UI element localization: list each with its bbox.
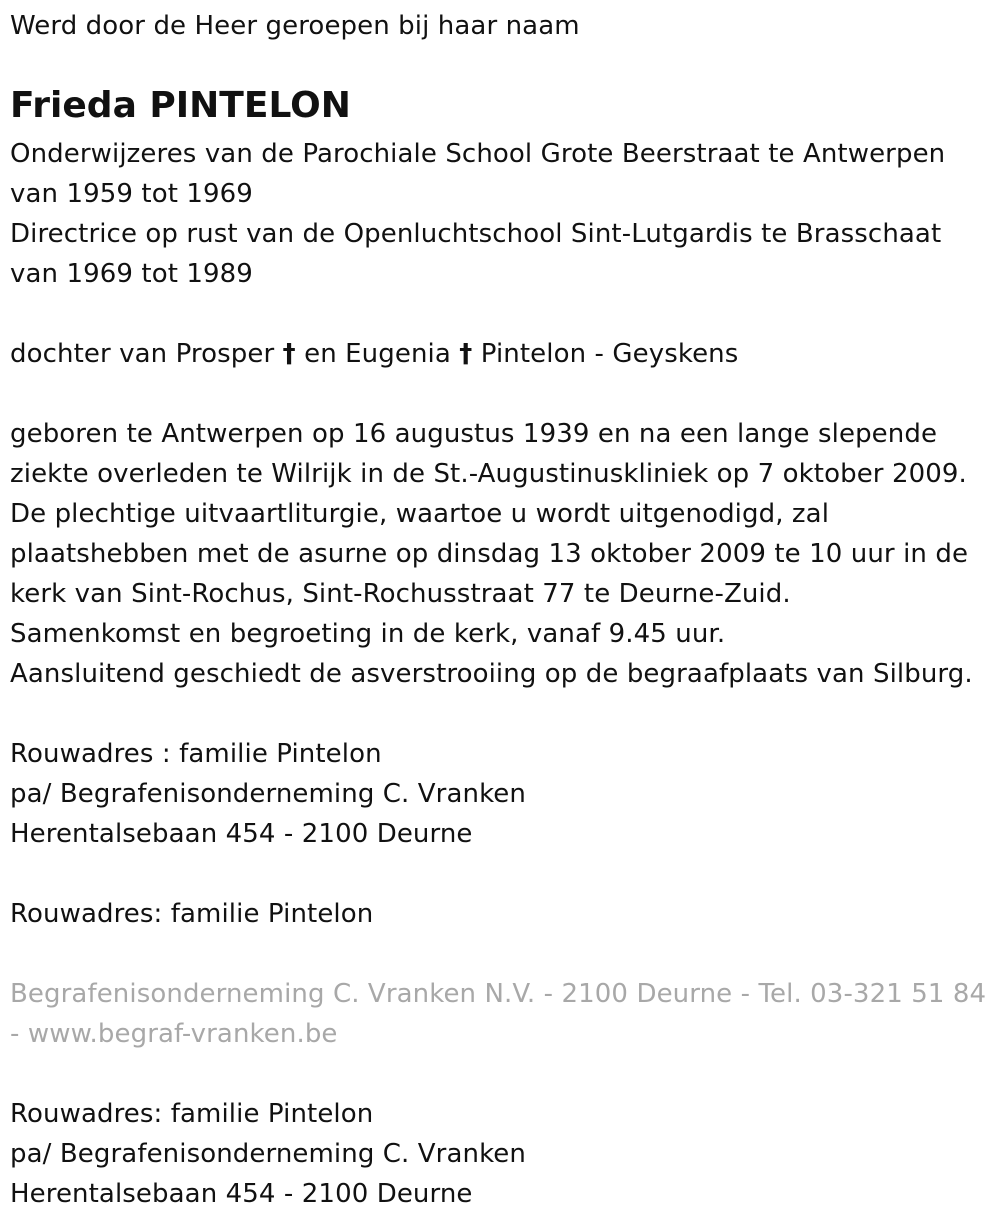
- funeral-line: Samenkomst en begroeting in de kerk, vanaf 9.45 uur.: [10, 619, 726, 649]
- funeral-line: plaatshebben met de asurne op dinsdag 13 oktober 2009 te 10 uur in de: [10, 539, 969, 569]
- funeral-line: geboren te Antwerpen op 16 augustus 1939 en na een lange slepende: [10, 419, 938, 449]
- funeral-line: Aansluitend geschiedt de asverstrooiing op de begraafplaats van Silburg.: [10, 659, 973, 689]
- mourning-address-block: [10, 734, 526, 854]
- career-block: [10, 134, 945, 294]
- mourning-address-block-repeat: [10, 1094, 526, 1214]
- address-line: pa/ Begrafenisonderneming C. Vranken: [10, 1139, 526, 1169]
- career-line: Directrice op rust van de Openluchtschool Sint-Lutgardis te Brasschaat: [10, 219, 942, 249]
- address-line: Rouwadres: familie Pintelon: [10, 1099, 374, 1129]
- address-line: pa/ Begrafenisonderneming C. Vranken: [10, 779, 526, 809]
- address-line: Rouwadres : familie Pintelon: [10, 739, 382, 769]
- deceased-name: Frieda PINTELON: [10, 85, 351, 126]
- footer-line: - www.begraf-vranken.be: [10, 1019, 338, 1049]
- funeral-line: De plechtige uitvaartliturgie, waartoe u wordt uitgenodigd, zal: [10, 499, 830, 529]
- funeral-home-footer: [10, 974, 986, 1054]
- cross-icon: †: [282, 339, 296, 369]
- cross-icon: †: [459, 339, 473, 369]
- funeral-block: [10, 414, 973, 694]
- parents-suffix: Pintelon - Geyskens: [472, 339, 739, 369]
- funeral-line: ziekte overleden te Wilrijk in de St.-Augustinuskliniek op 7 oktober 2009.: [10, 459, 967, 489]
- career-line: van 1969 tot 1989: [10, 259, 253, 289]
- parents-prefix: dochter van Prosper: [10, 339, 283, 369]
- career-line: Onderwijzeres van de Parochiale School Grote Beerstraat te Antwerpen: [10, 139, 946, 169]
- funeral-line: kerk van Sint-Rochus, Sint-Rochusstraat 77 te Deurne-Zuid.: [10, 579, 791, 609]
- address-line: Herentalsebaan 454 - 2100 Deurne: [10, 1179, 473, 1209]
- mourning-address-short: [10, 894, 373, 934]
- intro-text: Werd door de Heer geroepen bij haar naam: [10, 11, 580, 41]
- career-line: van 1959 tot 1969: [10, 179, 253, 209]
- parents-line: [10, 334, 738, 374]
- parents-middle: en Eugenia: [295, 339, 460, 369]
- footer-line: Begrafenisonderneming C. Vranken N.V. - 2100 Deurne - Tel. 03-321 51 84: [10, 979, 987, 1009]
- address-line: Rouwadres: familie Pintelon: [10, 899, 374, 929]
- address-line: Herentalsebaan 454 - 2100 Deurne: [10, 819, 473, 849]
- parents-block: [10, 334, 738, 374]
